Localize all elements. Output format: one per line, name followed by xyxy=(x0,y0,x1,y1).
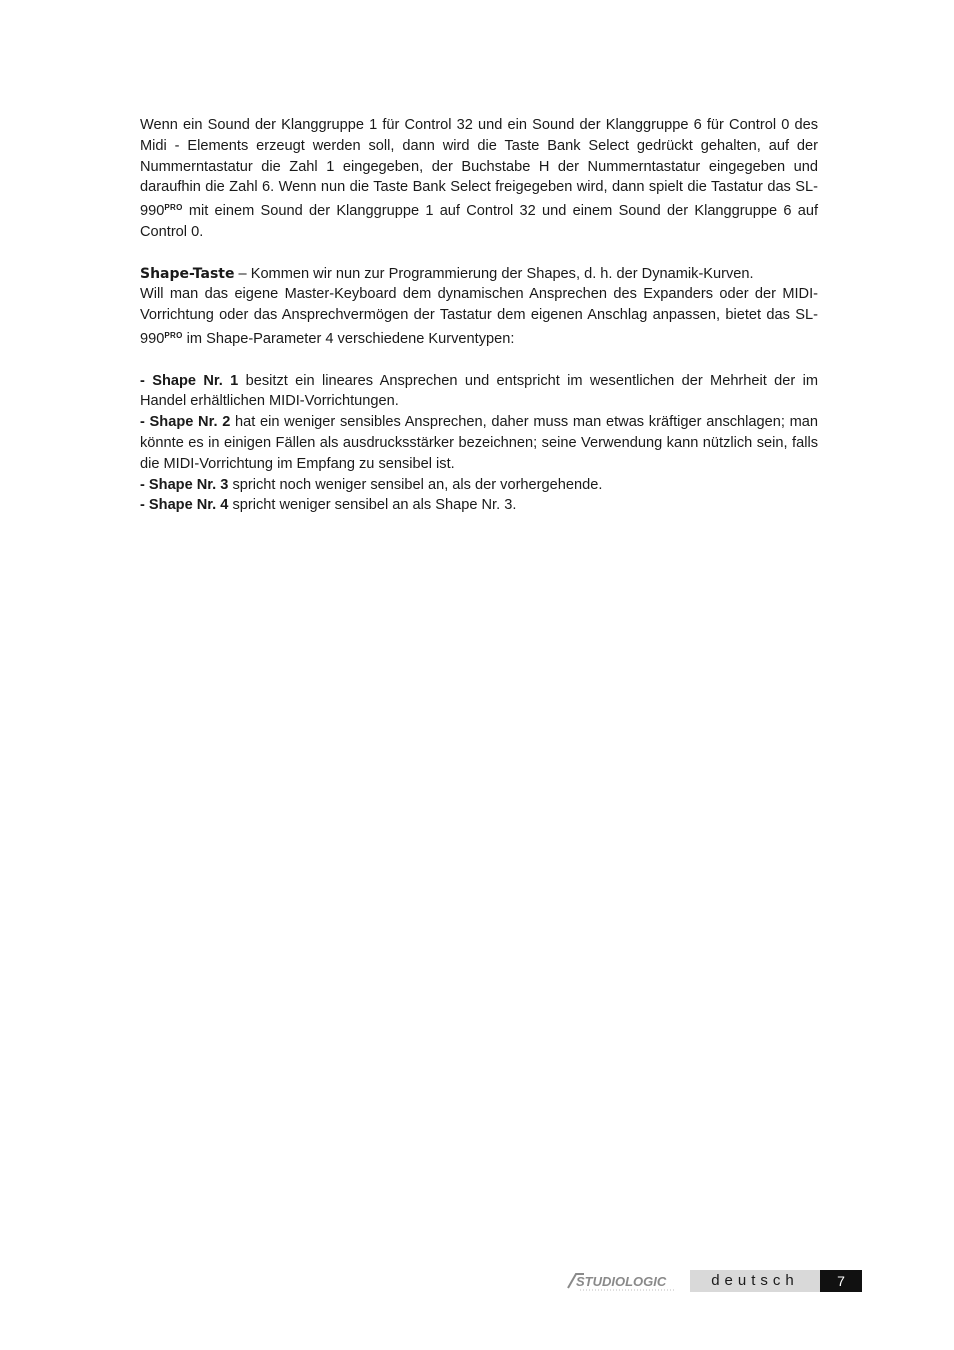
paragraph-spacer xyxy=(140,350,818,371)
document-body xyxy=(140,115,818,516)
shape-label: - Shape Nr. 1 xyxy=(140,372,239,389)
shape-item xyxy=(140,412,818,474)
paragraph-text: im Shape-Parameter 4 verschiedene Kurventypen: xyxy=(182,330,515,347)
shape-description: hat ein weniger sensibles Ansprechen, daher muss man etwas kräftiger anschlagen; man könnte es in einigen Fällen als ausdrucksstärker bezeichnen; seine Verwendung kann nützlich sein, falls die MIDI-Vorrichtung im Empfang zu sensibel ist. xyxy=(140,414,818,472)
language-label: deutsch xyxy=(690,1270,820,1292)
paragraph-shape-intro xyxy=(140,284,818,349)
pro-superscript: PRO xyxy=(164,203,183,213)
paragraph-spacer xyxy=(140,243,818,264)
shape-heading-line xyxy=(140,264,818,285)
paragraph-text: Wenn ein Sound der Klanggruppe 1 für Control 32 und ein Sound der Klanggruppe 6 für Control 0 des Midi - Elements erzeugt werden soll, dann wird die Taste Bank Select gedrückt gehalten, auf der Nummerntastatur die Zahl 1 eingegeben, der Buchstabe H der Nummerntastatur eingegeben und daraufhin die Zahl 6. Wenn nun die Taste Bank Select freigegeben wird, dann spielt die Tastatur das SL-990 xyxy=(140,117,818,220)
shape-item xyxy=(140,371,818,413)
paragraph-text: Will man das eigene Master-Keyboard dem dynamischen Ansprechen des Expanders oder der MIDI-Vorrichtung oder das Ansprechvermögen der Tastatur dem eigenen Anschlag anpassen, bietet das SL-990 xyxy=(140,286,818,347)
section-heading: Shape-Taste xyxy=(140,265,235,282)
shape-label: - Shape Nr. 2 xyxy=(140,414,231,431)
paragraph-text: mit einem Sound der Klanggruppe 1 auf Control 32 und einem Sound der Klanggruppe 6 auf Control 0. xyxy=(140,203,818,240)
studiologic-logo xyxy=(566,1270,678,1292)
shape-label: - Shape Nr. 3 xyxy=(140,476,229,493)
shape-label: - Shape Nr. 4 xyxy=(140,497,229,514)
shape-description: spricht noch weniger sensibel an, als der vorhergehende. xyxy=(228,476,603,493)
shape-item xyxy=(140,475,818,496)
shape-item xyxy=(140,495,818,516)
page-number: 7 xyxy=(820,1270,862,1292)
pro-superscript: PRO xyxy=(164,330,183,340)
shape-description: spricht weniger sensibel an als Shape Nr. 3. xyxy=(228,497,517,514)
logo-wordmark: STUDIOLOGIC xyxy=(576,1274,667,1289)
paragraph-bank-select xyxy=(140,115,818,243)
shape-description: besitzt ein lineares Ansprechen und entspricht im wesentlichen der Mehrheit der im Handel erhältlichen MIDI-Vorrichtungen. xyxy=(140,372,819,410)
heading-rest: – Kommen wir nun zur Programmierung der Shapes, d. h. der Dynamik-Kurven. xyxy=(234,265,754,282)
